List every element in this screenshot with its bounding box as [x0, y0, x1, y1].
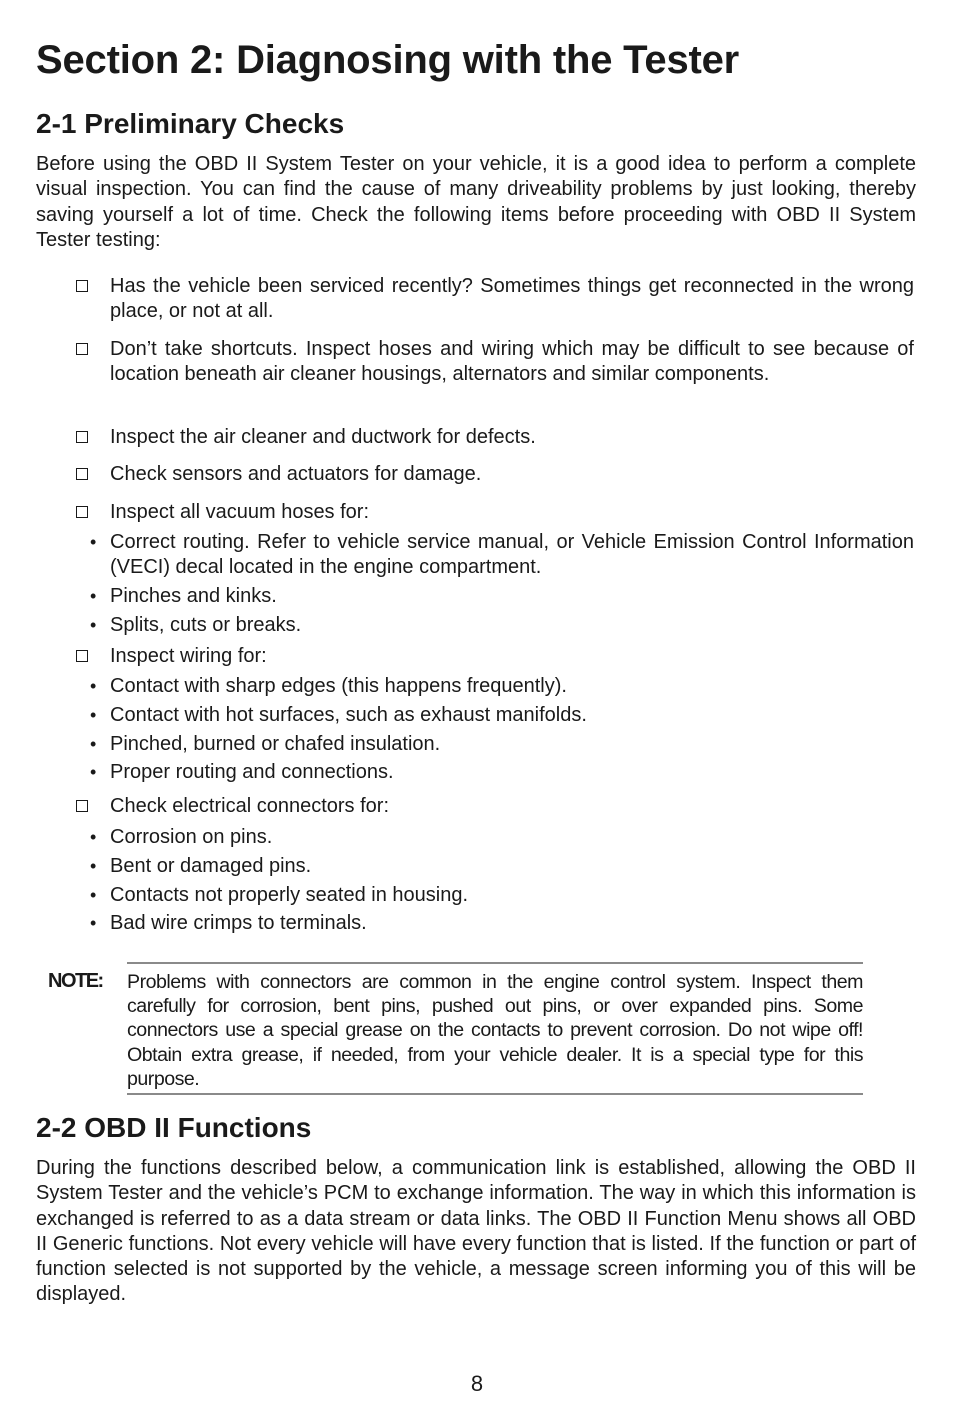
item-text: Inspect wiring for:	[110, 645, 267, 667]
checkbox-icon	[76, 343, 88, 355]
heading-obd-functions: 2-2 OBD II Functions	[36, 1112, 312, 1143]
bullet-icon: •	[90, 762, 97, 782]
heading-preliminary-checks: 2-1 Preliminary Checks	[36, 108, 345, 139]
bullet-icon: •	[90, 913, 97, 933]
checkbox-mark	[76, 274, 100, 299]
checkbox-icon	[76, 506, 88, 518]
item-text: Contact with sharp edges (this happens frequently).	[110, 675, 567, 697]
item-text: Proper routing and connections.	[110, 761, 394, 783]
bullet-mark	[76, 674, 100, 699]
checkbox-icon	[76, 468, 88, 480]
bullet-mark	[76, 760, 100, 785]
bullet-mark	[76, 911, 100, 936]
bullet-icon: •	[90, 856, 97, 876]
checkbox-icon	[76, 650, 88, 662]
item-text: Check sensors and actuators for damage.	[110, 463, 482, 485]
checkbox-icon	[76, 431, 88, 443]
item-text: Has the vehicle been serviced recently? Sometimes things get reconnected in the wrong place, or not at all.	[110, 275, 914, 322]
checkbox-mark	[76, 425, 100, 450]
item-text: Corrosion on pins.	[110, 826, 273, 848]
item-text: Bad wire crimps to terminals.	[110, 912, 367, 934]
bullet-mark	[76, 703, 100, 728]
bullet-mark	[76, 613, 100, 638]
item-text: Splits, cuts or breaks.	[110, 614, 302, 636]
item-text: Don’t take shortcuts. Inspect hoses and wiring which may be difficult to see because of location beneath air cleaner housings, alternators and similar components.	[110, 338, 914, 385]
note-top-rule	[127, 962, 863, 964]
item-text: Check electrical connectors for:	[110, 795, 390, 817]
item-text: Correct routing. Refer to vehicle service manual, or Vehicle Emission Control Information (VECI) decal located in the engine compartment.	[110, 531, 914, 578]
section-title: Section 2: Diagnosing with the Tester	[36, 38, 740, 82]
bullet-mark	[76, 732, 100, 757]
bullet-icon: •	[90, 615, 97, 635]
checkbox-mark	[76, 500, 100, 525]
note-text: Problems with connectors are common in the engine control system. Inspect them carefully for corrosion, bent pins, pushed out pins, or over expanded pins. Some connectors use a special grease on the contacts to prevent corrosion. Do not wipe off! Obtain extra grease, if needed, from your vehicle dealer. It is a special type for this purpose.	[127, 971, 863, 1090]
bullet-icon: •	[90, 885, 97, 905]
checkbox-icon	[76, 280, 88, 292]
bullet-icon: •	[90, 532, 97, 552]
bullet-icon: •	[90, 827, 97, 847]
item-text: Pinches and kinks.	[110, 585, 277, 607]
checkbox-mark	[76, 337, 100, 362]
bullet-mark	[76, 883, 100, 908]
checkbox-mark	[76, 644, 100, 669]
bullet-mark	[76, 530, 100, 555]
bullet-icon: •	[90, 705, 97, 725]
bullet-mark	[76, 584, 100, 609]
item-text: Inspect the air cleaner and ductwork for defects.	[110, 426, 536, 448]
item-text: Contacts not properly seated in housing.	[110, 884, 468, 906]
checkbox-mark	[76, 794, 100, 819]
note-label: NOTE:	[48, 970, 103, 992]
bullet-mark	[76, 825, 100, 850]
note-bottom-rule	[127, 1093, 863, 1095]
page-number: 8	[470, 1371, 484, 1396]
preliminary-intro: Before using the OBD II System Tester on your vehicle, it is a good idea to perform a complete visual inspection. You can find the cause of many driveability problems by just looking, thereby saving yourself a lot of time. Check the following items before proceeding with OBD II System Tester testing:	[36, 153, 916, 251]
item-text: Bent or damaged pins.	[110, 855, 312, 877]
checkbox-icon	[76, 800, 88, 812]
bullet-icon: •	[90, 734, 97, 754]
functions-body: During the functions described below, a communication link is established, allowing the OBD II System Tester and the vehicle’s PCM to exchange information. The way in which this information is exchanged is referred to as a data stream or data links. The OBD II Function Menu shows all OBD II Generic functions. Not every vehicle will have every function that is listed. If the function or part of function selected is not supported by the vehicle, a message screen informing you of this will be displayed.	[36, 1157, 916, 1306]
bullet-icon: •	[90, 586, 97, 606]
item-text: Contact with hot surfaces, such as exhaust manifolds.	[110, 704, 587, 726]
bullet-mark	[76, 854, 100, 879]
bullet-icon: •	[90, 676, 97, 696]
checkbox-mark	[76, 462, 100, 487]
item-text: Inspect all vacuum hoses for:	[110, 501, 370, 523]
item-text: Pinched, burned or chafed insulation.	[110, 733, 441, 755]
